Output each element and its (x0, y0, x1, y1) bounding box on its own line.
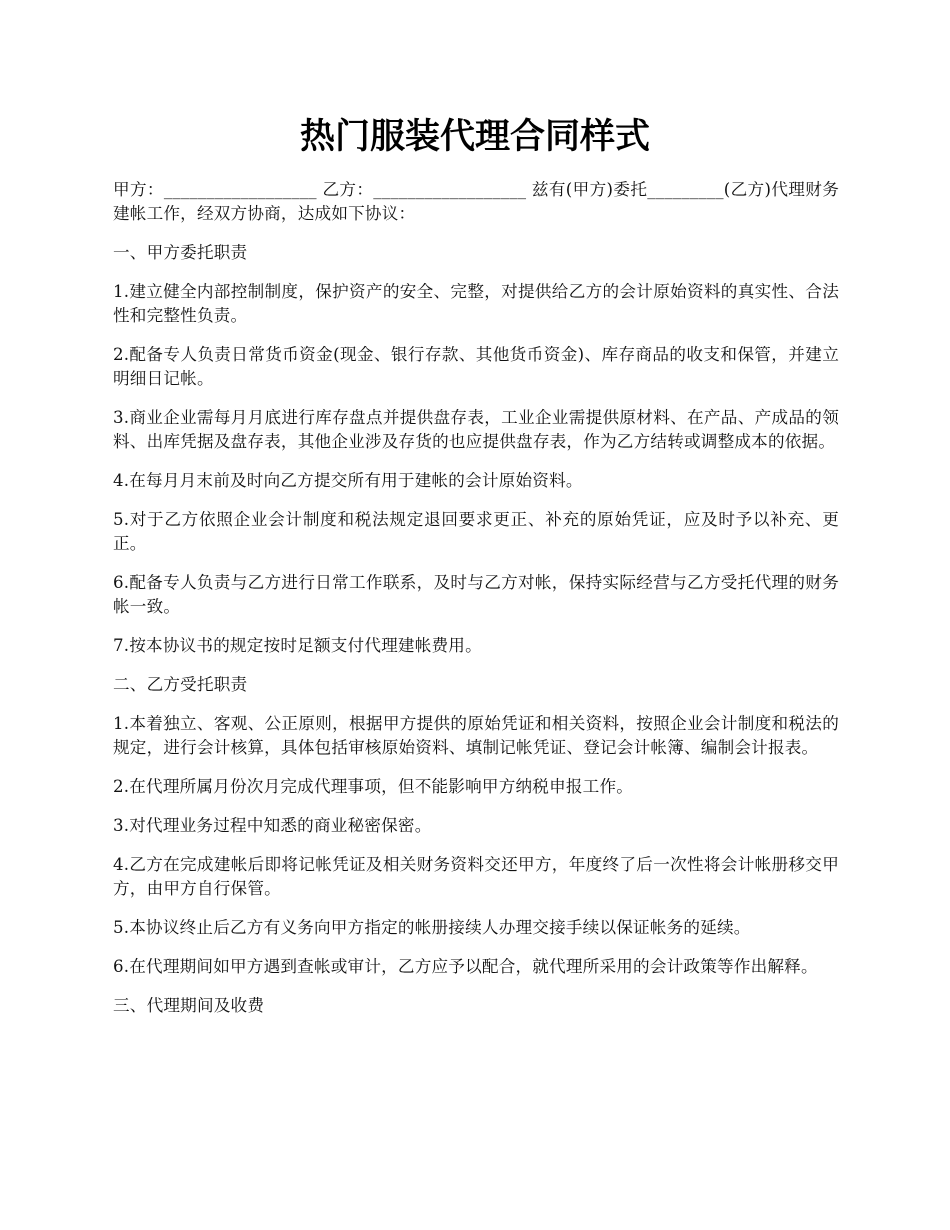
clause-paragraph: 3.对代理业务过程中知悉的商业秘密保密。 (113, 816, 432, 835)
section-heading-3: 三、代理期间及收费 (113, 996, 265, 1015)
document-title: 热门服装代理合同样式 (299, 116, 650, 157)
clause-paragraph: 3.商业企业需每月月底进行库存盘点并提供盘存表，工业企业需提供原材料、在产品、产成品的领料、出库凭据及盘存表，其他企业涉及存货的也应提供盘存表，作为乙方结转或调整成本的依据。 (113, 408, 839, 451)
clause-paragraph: 7.按本协议书的规定按时足额支付代理建帐费用。 (113, 636, 482, 655)
clause-paragraph: 5.对于乙方依照企业会计制度和税法规定退回要求更正、补充的原始凭证，应及时予以补充、更正。 (113, 510, 839, 553)
clause-paragraph: 6.配备专人负责与乙方进行日常工作联系，及时与乙方对帐，保持实际经营与乙方受托代理的财务帐一致。 (113, 573, 839, 616)
document-body (113, 178, 839, 1033)
section-heading-1: 一、甲方委托职责 (113, 243, 248, 262)
clause-paragraph: 1.建立健全内部控制制度，保护资产的安全、完整，对提供给乙方的会计原始资料的真实性、合法性和完整性负责。 (113, 282, 839, 325)
clause-paragraph: 2.在代理所属月份次月完成代理事项，但不能影响甲方纳税申报工作。 (113, 777, 634, 796)
clause-paragraph: 4.乙方在完成建帐后即将记帐凭证及相关财务资料交还甲方，年度终了后一次性将会计帐册移交甲方，由甲方自行保管。 (113, 855, 839, 898)
clause-paragraph: 4.在每月月末前及时向乙方提交所有用于建帐的会计原始资料。 (113, 471, 583, 490)
clause-paragraph: 1.本着独立、客观、公正原则，根据甲方提供的原始凭证和相关资料，按照企业会计制度和税法的规定，进行会计核算，具体包括审核原始资料、填制记帐凭证、登记会计帐簿、编制会计报表。 (113, 714, 839, 757)
party-line: 甲方：__________________ 乙方：__________________ 兹有(甲方)委托_________(乙方)代理财务建帐工作，经双方协商，达成如下协议： (113, 180, 839, 223)
clause-paragraph: 5.本协议终止后乙方有义务向甲方指定的帐册接续人办理交接手续以保证帐务的延续。 (113, 918, 751, 937)
clause-paragraph: 6.在代理期间如甲方遇到查帐或审计，乙方应予以配合，就代理所采用的会计政策等作出解释。 (113, 957, 818, 976)
section-heading-2: 二、乙方受托职责 (113, 675, 248, 694)
clause-paragraph: 2.配备专人负责日常货币资金(现金、银行存款、其他货币资金)、库存商品的收支和保管，并建立明细日记帐。 (113, 345, 839, 388)
